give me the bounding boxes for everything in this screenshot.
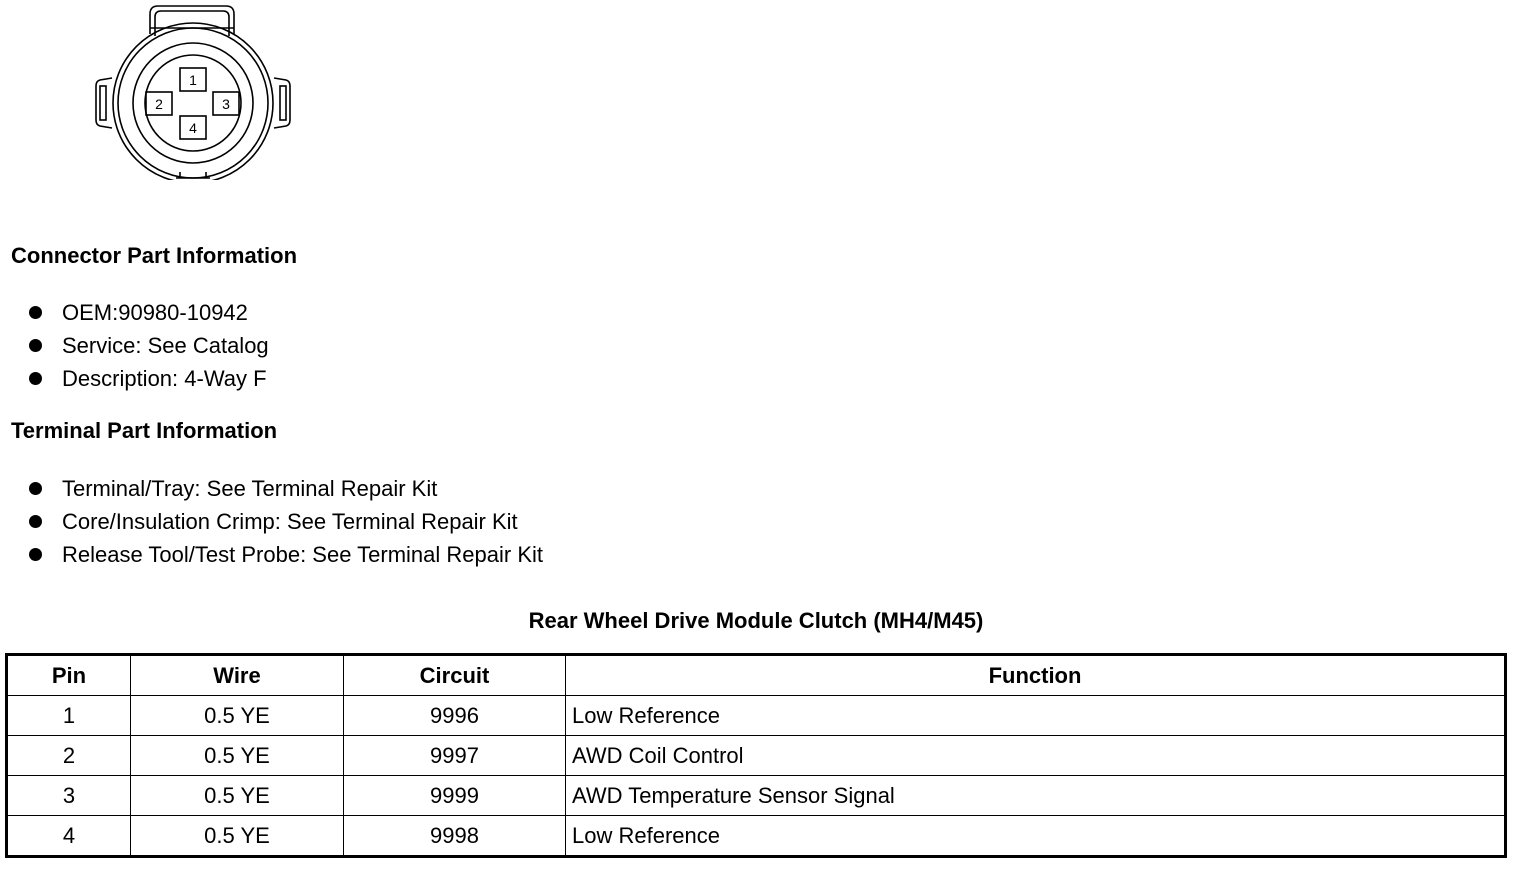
list-item	[28, 296, 269, 329]
cell-function: AWD Temperature Sensor Signal	[566, 776, 1506, 816]
table-row	[7, 736, 1506, 776]
cell-pin: 2	[7, 736, 131, 776]
header-wire: Wire	[131, 655, 344, 696]
pin-label-2: 2	[155, 96, 163, 112]
cell-function: AWD Coil Control	[566, 736, 1506, 776]
cell-circuit: 9999	[344, 776, 566, 816]
cell-pin: 3	[7, 776, 131, 816]
pin-label-4: 4	[189, 120, 197, 136]
cell-circuit: 9997	[344, 736, 566, 776]
cell-pin: 4	[7, 816, 131, 857]
list-item	[28, 505, 543, 538]
list-item-text: OEM:90980-10942	[62, 300, 248, 325]
header-circuit: Circuit	[344, 655, 566, 696]
cell-wire: 0.5 YE	[131, 816, 344, 857]
cell-wire: 0.5 YE	[131, 776, 344, 816]
cell-wire: 0.5 YE	[131, 736, 344, 776]
connector-info-list	[28, 296, 269, 395]
bullet-icon	[29, 482, 42, 495]
terminal-info-list	[28, 472, 543, 571]
connector-info-heading: Connector Part Information	[11, 243, 298, 268]
list-item	[28, 538, 543, 571]
list-item	[28, 362, 269, 395]
header-function: Function	[566, 655, 1506, 696]
cell-pin: 1	[7, 696, 131, 736]
terminal-info-heading: Terminal Part Information	[11, 418, 278, 443]
cell-function: Low Reference	[566, 696, 1506, 736]
list-item-text: Terminal/Tray: See Terminal Repair Kit	[62, 476, 438, 501]
table-header-row	[7, 655, 1506, 696]
table-row	[7, 696, 1506, 736]
cell-circuit: 9998	[344, 816, 566, 857]
bullet-icon	[29, 306, 42, 319]
connector-body	[113, 23, 273, 180]
bullet-icon	[29, 339, 42, 352]
connector-face-diagram	[94, 4, 292, 180]
bullet-icon	[29, 372, 42, 385]
list-item-text: Description: 4-Way F	[62, 366, 267, 391]
pin-label-3: 3	[222, 96, 230, 112]
list-item	[28, 329, 269, 362]
bullet-icon	[29, 548, 42, 561]
table-title: Rear Wheel Drive Module Clutch (MH4/M45)	[528, 608, 984, 633]
list-item	[28, 472, 543, 505]
header-pin: Pin	[7, 655, 131, 696]
cell-circuit: 9996	[344, 696, 566, 736]
table-row	[7, 776, 1506, 816]
bullet-icon	[29, 515, 42, 528]
pin-label-1: 1	[189, 72, 197, 88]
table-row	[7, 816, 1506, 857]
cell-wire: 0.5 YE	[131, 696, 344, 736]
pinout-table	[5, 653, 1507, 858]
cell-function: Low Reference	[566, 816, 1506, 857]
list-item-text: Release Tool/Test Probe: See Terminal Repair Kit	[62, 542, 543, 567]
list-item-text: Service: See Catalog	[62, 333, 269, 358]
list-item-text: Core/Insulation Crimp: See Terminal Repair Kit	[62, 509, 518, 534]
